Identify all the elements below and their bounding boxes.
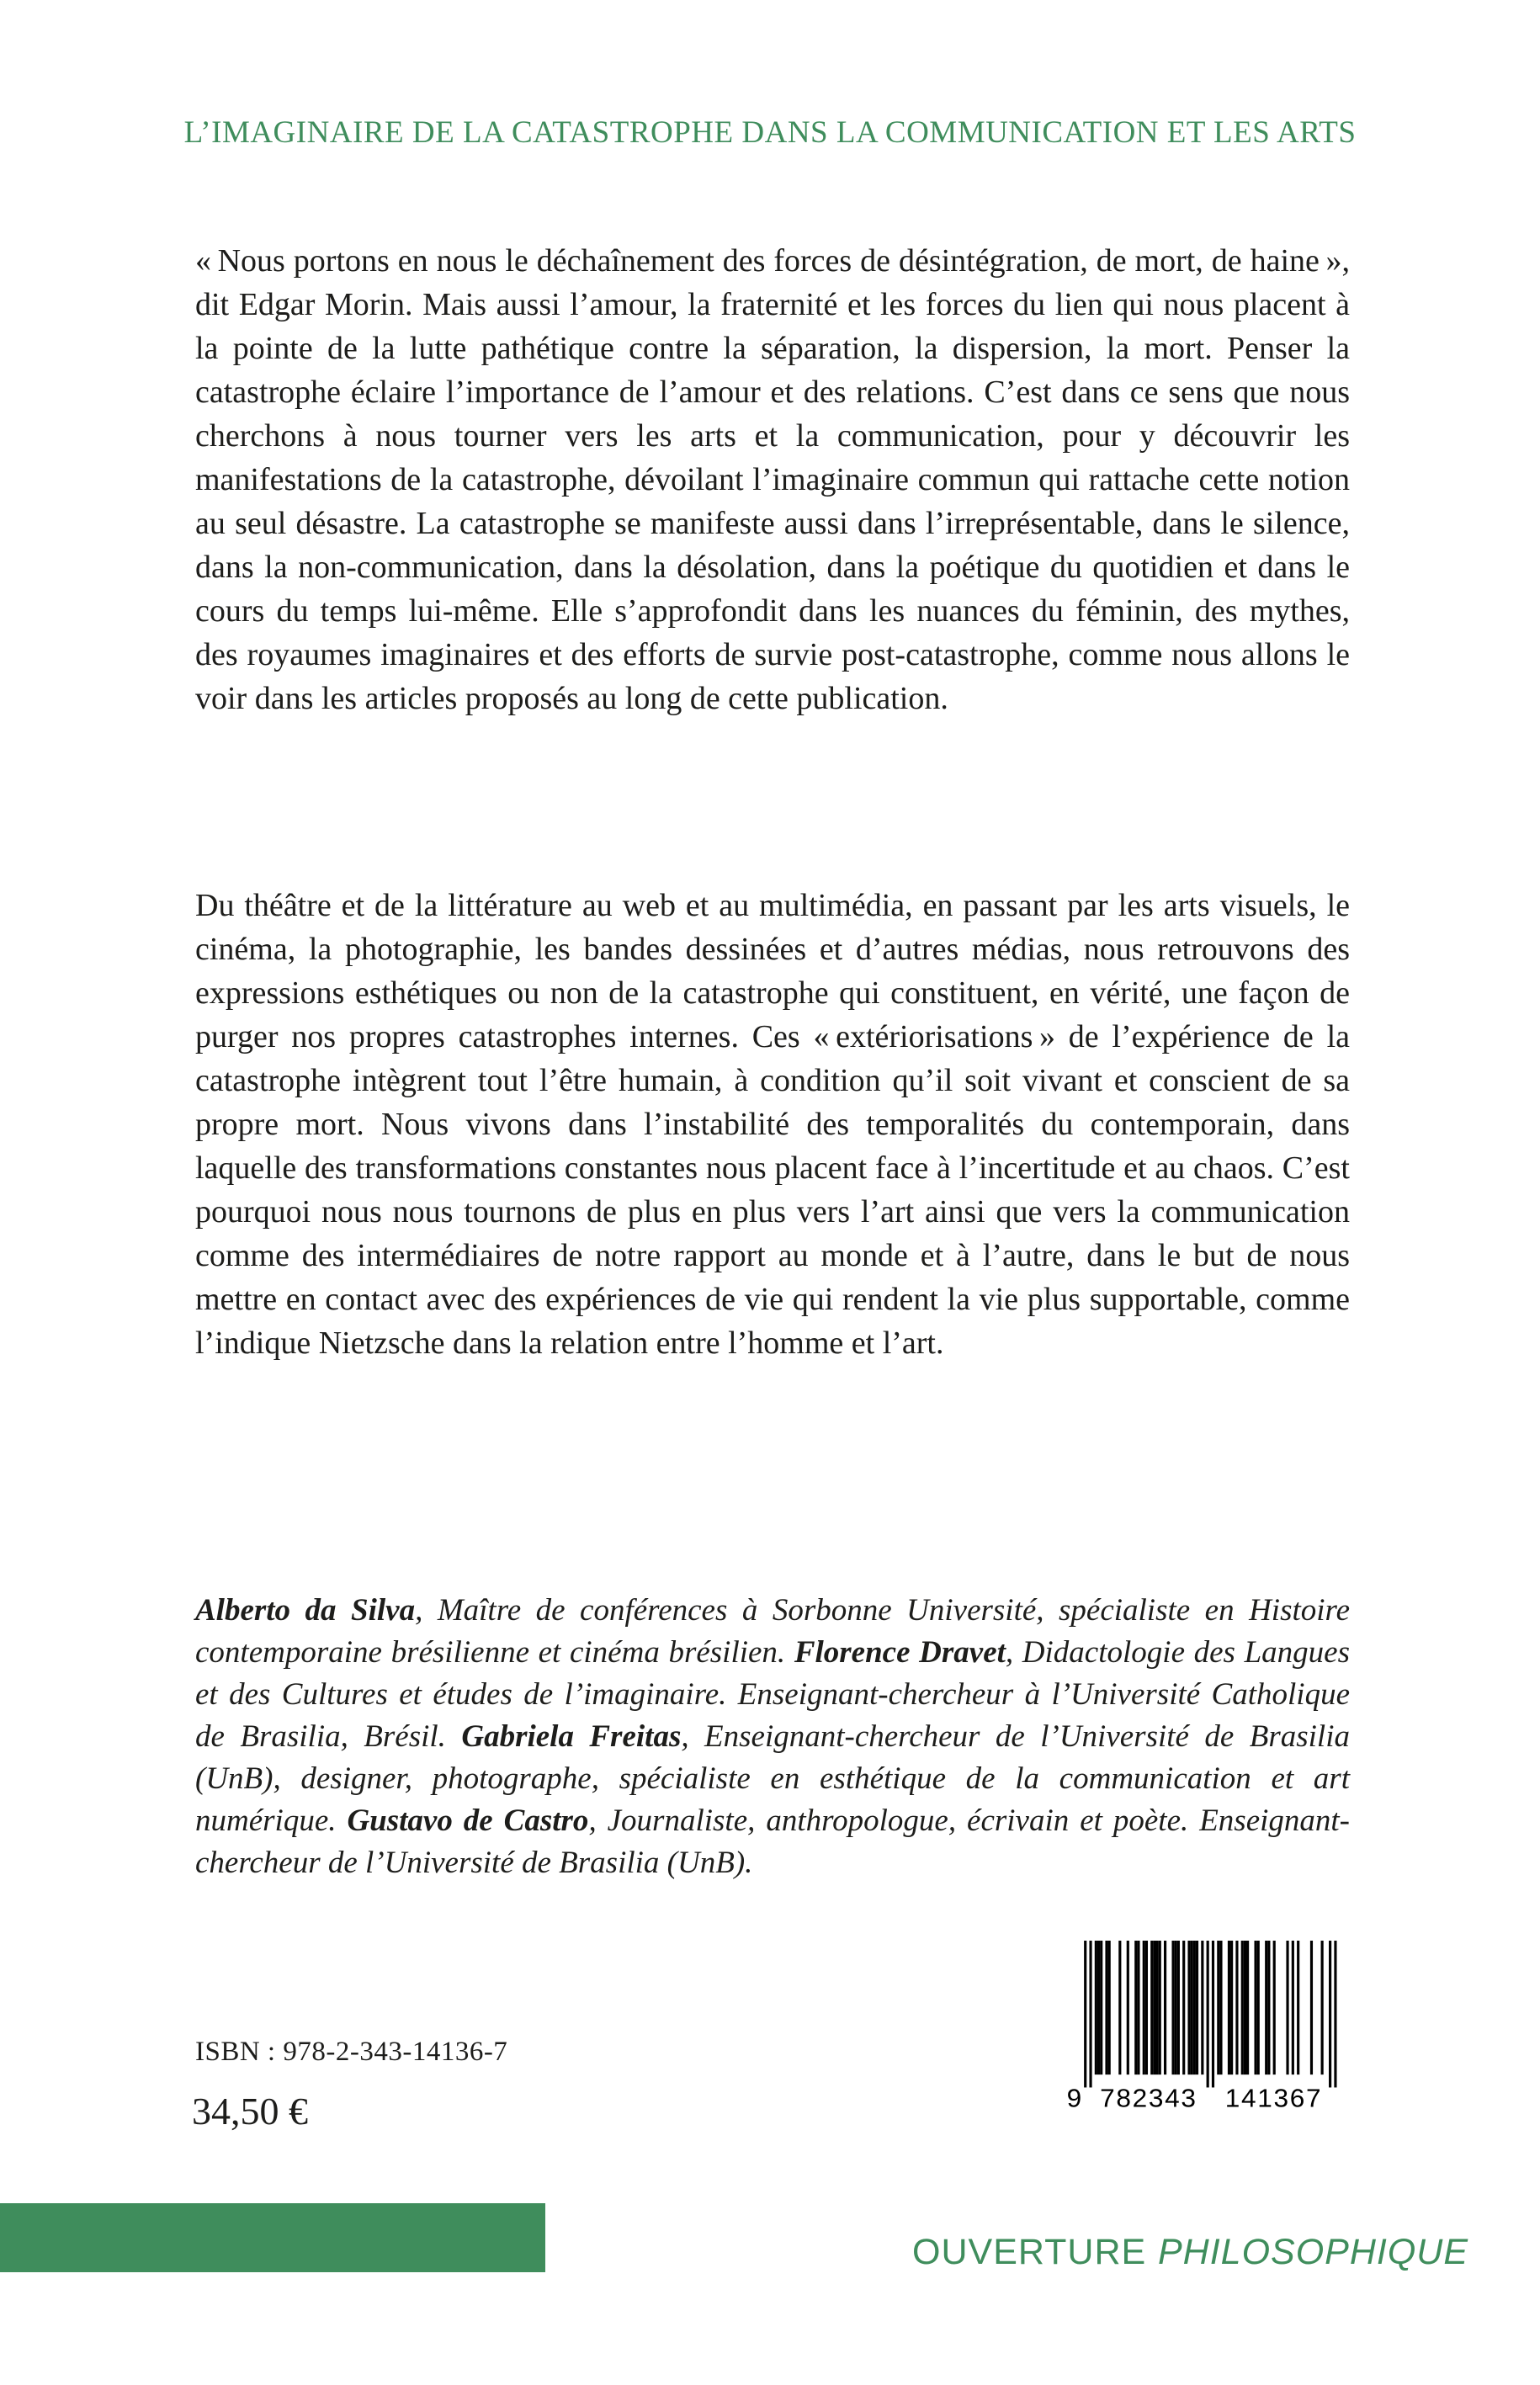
page-title: L’IMAGINAIRE DE LA CATASTROPHE DANS LA COMMUNICATION ET LES ARTS xyxy=(183,115,1357,150)
collection-name xyxy=(912,2232,1468,2273)
author-bio-text: , Didactologie des Langues et des Cultures et études de l’imaginaire. Enseignant-chercheur à l’Université Catholique de Brasilia, Brésil. xyxy=(195,1635,1350,1754)
authors-bio xyxy=(195,1590,1350,1884)
ean13-barcode xyxy=(1065,1941,1345,2111)
svg-text:141367: 141367 xyxy=(1224,2083,1321,2111)
author-name: Gustavo de Castro xyxy=(347,1803,589,1838)
collection-band xyxy=(0,2203,545,2272)
collection-name-italic: PHILOSOPHIQUE xyxy=(1157,2232,1468,2272)
author-name: Gabriela Freitas xyxy=(461,1719,682,1754)
synopsis-paragraph-1: « Nous portons en nous le déchaînement des forces de désintégration, de mort, de haine », dit Edgar Morin. Mais aussi l’amour, la fraternité et les forces du lien qui nous placent à la pointe de la lutte pathétique contre la séparation, la dispersion, la mort. Penser la catastrophe éclaire l’importance de l’amour et des relations. C’est dans ce sens que nous cherchons à nous tourner vers les arts et la communication, pour y découvrir les manifestations de la catastrophe, dévoilant l’imaginaire commun qui rattache cette notion au seul désastre. La catastrophe se manifeste aussi dans l’irreprésentable, dans le silence, dans la non-communication, dans la désolation, dans la poétique du quotidien et dans le cours du temps lui-même. Elle s’approfondit dans les nuances du féminin, des mythes, des royaumes imaginaires et des efforts de survie post-catastrophe, comme nous allons le voir dans les articles proposés au long de cette publication. xyxy=(195,243,1350,716)
author-bio-text: , Maître de conférences à Sorbonne Université, spécialiste en Histoire contemporaine brésilienne et cinéma brésilien. xyxy=(195,1593,1350,1670)
author-name: Alberto da Silva xyxy=(195,1593,416,1628)
author-bio-text: , Enseignant-chercheur de l’Université de Brasilia (UnB), designer, photographe, spécialiste en esthétique de la communication et art numérique. xyxy=(195,1719,1350,1838)
svg-text:782343: 782343 xyxy=(1100,2083,1196,2111)
price-label: 34,50 € xyxy=(192,2090,308,2133)
author-name: Florence Dravet xyxy=(794,1635,1006,1670)
author-bio-text: , Journaliste, anthropologue, écrivain et poète. Enseignant-chercheur de l’Université de Brasilia (UnB). xyxy=(195,1803,1350,1880)
isbn-label: ISBN : 978-2-343-14136-7 xyxy=(195,2037,508,2067)
collection-name-regular: OUVERTURE xyxy=(912,2232,1147,2272)
synopsis-paragraph-2: Du théâtre et de la littérature au web et au multimédia, en passant par les arts visuels, le cinéma, la photographie, les bandes dessinées et d’autres médias, nous retrouvons des expressions esthétiques ou non de la catastrophe qui constituent, en vérité, une façon de purger nos propres catastrophes internes. Ces « extériorisations » de l’expérience de la catastrophe intègrent tout l’être humain, à condition qu’il soit vivant et conscient de sa propre mort. Nous vivons dans l’instabilité des temporalités du contemporain, dans laquelle des transformations constantes nous placent face à l’incertitude et au chaos. C’est pourquoi nous nous tournons de plus en plus vers l’art ainsi que vers la communication comme des intermédiaires de notre rapport au monde et à l’autre, dans le but de nous mettre en contact avec des expériences de vie qui rendent la vie plus supportable, comme l’indique Nietzsche dans la relation entre l’homme et l’art. xyxy=(195,888,1350,1361)
svg-text:9: 9 xyxy=(1066,2083,1082,2111)
